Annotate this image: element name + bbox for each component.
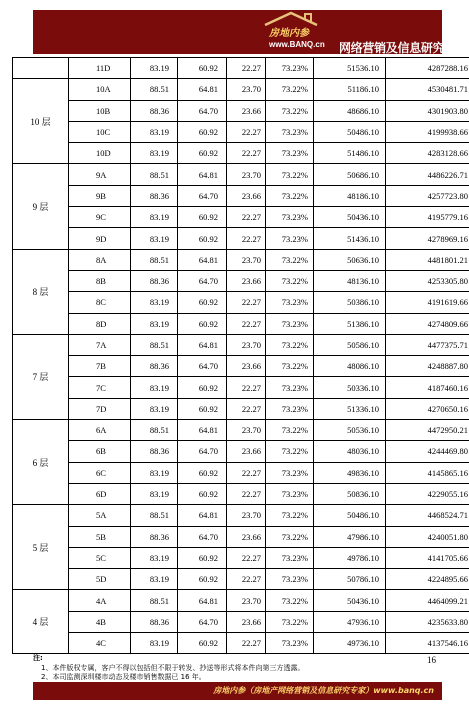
usable-area-cell: 60.92 <box>178 292 227 313</box>
total-price-cell: 4283128.66 <box>386 143 469 164</box>
usable-area-cell: 60.92 <box>178 462 227 483</box>
unit-price-cell: 51336.10 <box>314 398 386 419</box>
shared-area-cell: 23.66 <box>227 356 266 377</box>
shared-area-cell: 23.70 <box>227 249 266 270</box>
total-price-cell: 4141705.66 <box>386 547 469 568</box>
floor-cell: 5 层 <box>13 505 69 590</box>
ratio-cell: 73.22% <box>266 356 314 377</box>
area-cell: 88.36 <box>131 526 178 547</box>
total-price-cell: 4464099.21 <box>386 590 469 611</box>
table-row <box>13 334 469 355</box>
page-number: 16 <box>427 655 436 665</box>
unit-price-cell: 48136.10 <box>314 270 386 291</box>
unit-price-cell: 50486.10 <box>314 121 386 142</box>
shared-area-cell: 23.70 <box>227 164 266 185</box>
table-row <box>13 185 469 206</box>
table-row <box>13 270 469 291</box>
usable-area-cell: 60.92 <box>178 143 227 164</box>
floor-cell: 6 层 <box>13 420 69 505</box>
unit-price-cell: 49786.10 <box>314 547 386 568</box>
ratio-cell: 73.23% <box>266 483 314 504</box>
table-row <box>13 292 469 313</box>
area-cell: 88.36 <box>131 100 178 121</box>
area-cell: 88.51 <box>131 590 178 611</box>
unit-price-cell: 49736.10 <box>314 633 386 654</box>
total-price-cell: 4287288.16 <box>386 58 469 79</box>
usable-area-cell: 64.81 <box>178 249 227 270</box>
unit-price-table <box>12 57 469 654</box>
table-row <box>13 547 469 568</box>
room-cell: 8D <box>69 313 131 334</box>
area-cell: 83.19 <box>131 292 178 313</box>
total-price-cell: 4187460.16 <box>386 377 469 398</box>
shared-area-cell: 22.27 <box>227 569 266 590</box>
area-cell: 83.19 <box>131 462 178 483</box>
ratio-cell: 73.23% <box>266 377 314 398</box>
table-row <box>13 611 469 632</box>
ratio-cell: 73.23% <box>266 633 314 654</box>
ratio-cell: 73.22% <box>266 420 314 441</box>
room-cell: 5C <box>69 547 131 568</box>
unit-price-cell: 50586.10 <box>314 334 386 355</box>
table-row <box>13 228 469 249</box>
ratio-cell: 73.23% <box>266 207 314 228</box>
unit-price-cell: 51536.10 <box>314 58 386 79</box>
area-cell: 88.36 <box>131 611 178 632</box>
unit-price-cell: 50786.10 <box>314 569 386 590</box>
area-cell: 83.19 <box>131 121 178 142</box>
usable-area-cell: 64.81 <box>178 420 227 441</box>
floor-cell: 4 层 <box>13 590 69 654</box>
ratio-cell: 73.23% <box>266 398 314 419</box>
area-cell: 88.36 <box>131 185 178 206</box>
shared-area-cell: 22.27 <box>227 58 266 79</box>
floor-cell <box>13 58 69 79</box>
ratio-cell: 73.23% <box>266 569 314 590</box>
unit-price-cell: 47986.10 <box>314 526 386 547</box>
room-cell: 10C <box>69 121 131 142</box>
table-row <box>13 441 469 462</box>
total-price-cell: 4248887.80 <box>386 356 469 377</box>
header-title: 网络营销及信息研究专家 <box>339 41 468 55</box>
notes-label: 注: <box>33 654 43 662</box>
area-cell: 88.51 <box>131 334 178 355</box>
room-cell: 7D <box>69 398 131 419</box>
ratio-cell: 73.22% <box>266 100 314 121</box>
area-cell: 83.19 <box>131 207 178 228</box>
table-row <box>13 249 469 270</box>
usable-area-cell: 64.70 <box>178 611 227 632</box>
room-cell: 5B <box>69 526 131 547</box>
total-price-cell: 4191619.66 <box>386 292 469 313</box>
total-price-cell: 4195779.16 <box>386 207 469 228</box>
site-url: www.BANQ.cn <box>269 40 325 49</box>
area-cell: 83.19 <box>131 483 178 504</box>
room-cell: 10A <box>69 79 131 100</box>
shared-area-cell: 22.27 <box>227 228 266 249</box>
ratio-cell: 73.22% <box>266 505 314 526</box>
ratio-cell: 73.22% <box>266 611 314 632</box>
room-cell: 10B <box>69 100 131 121</box>
area-cell: 88.51 <box>131 249 178 270</box>
usable-area-cell: 64.81 <box>178 79 227 100</box>
usable-area-cell: 60.92 <box>178 121 227 142</box>
area-cell: 88.36 <box>131 270 178 291</box>
usable-area-cell: 64.70 <box>178 526 227 547</box>
area-cell: 83.19 <box>131 143 178 164</box>
total-price-cell: 4472950.21 <box>386 420 469 441</box>
total-price-cell: 4257723.80 <box>386 185 469 206</box>
table-row <box>13 121 469 142</box>
ratio-cell: 73.22% <box>266 526 314 547</box>
ratio-cell: 73.22% <box>266 185 314 206</box>
area-cell: 83.19 <box>131 228 178 249</box>
usable-area-cell: 64.81 <box>178 505 227 526</box>
shared-area-cell: 22.27 <box>227 398 266 419</box>
total-price-cell: 4270650.16 <box>386 398 469 419</box>
usable-area-cell: 60.92 <box>178 377 227 398</box>
shared-area-cell: 22.27 <box>227 547 266 568</box>
shared-area-cell: 23.66 <box>227 611 266 632</box>
table-row <box>13 526 469 547</box>
shared-area-cell: 22.27 <box>227 633 266 654</box>
note-copyright: 1、本件版权专属，客户不得以包括但不限于转发、抄送等形式将本件向第三方透露。 <box>41 663 305 672</box>
shared-area-cell: 22.27 <box>227 143 266 164</box>
total-price-cell: 4274809.66 <box>386 313 469 334</box>
usable-area-cell: 64.70 <box>178 100 227 121</box>
usable-area-cell: 64.70 <box>178 270 227 291</box>
unit-price-cell: 48036.10 <box>314 441 386 462</box>
total-price-cell: 4137546.16 <box>386 633 469 654</box>
table-row <box>13 569 469 590</box>
room-cell: 6A <box>69 420 131 441</box>
table-row <box>13 420 469 441</box>
usable-area-cell: 64.70 <box>178 185 227 206</box>
total-price-cell: 4253305.80 <box>386 270 469 291</box>
total-price-cell: 4235633.80 <box>386 611 469 632</box>
table-row <box>13 100 469 121</box>
ratio-cell: 73.23% <box>266 228 314 249</box>
room-cell: 6C <box>69 462 131 483</box>
shared-area-cell: 23.66 <box>227 100 266 121</box>
unit-price-cell: 50686.10 <box>314 164 386 185</box>
header-banner <box>33 10 468 55</box>
area-cell: 88.36 <box>131 441 178 462</box>
table-row <box>13 356 469 377</box>
total-price-cell: 4145865.16 <box>386 462 469 483</box>
shared-area-cell: 23.66 <box>227 185 266 206</box>
footer-text: 房地内参（房地产网络营销及信息研究专家）www.banq.cn <box>213 686 434 695</box>
table-row <box>13 313 469 334</box>
table-row <box>13 377 469 398</box>
ratio-cell: 73.23% <box>266 313 314 334</box>
unit-price-cell: 51186.10 <box>314 79 386 100</box>
room-cell: 9C <box>69 207 131 228</box>
total-price-cell: 4301903.80 <box>386 100 469 121</box>
brand-logo-text: 房地内参 <box>269 28 309 39</box>
total-price-cell: 4278969.16 <box>386 228 469 249</box>
total-price-cell: 4229055.16 <box>386 483 469 504</box>
area-cell: 88.51 <box>131 164 178 185</box>
area-cell: 83.19 <box>131 313 178 334</box>
table-row <box>13 462 469 483</box>
room-cell: 4B <box>69 611 131 632</box>
floor-cell: 8 层 <box>13 249 69 334</box>
unit-price-cell: 50486.10 <box>314 505 386 526</box>
area-cell: 83.19 <box>131 633 178 654</box>
floor-cell: 9 层 <box>13 164 69 249</box>
usable-area-cell: 60.92 <box>178 58 227 79</box>
shared-area-cell: 22.27 <box>227 377 266 398</box>
ratio-cell: 73.23% <box>266 292 314 313</box>
room-cell: 9A <box>69 164 131 185</box>
unit-price-cell: 50436.10 <box>314 207 386 228</box>
total-price-cell: 4477375.71 <box>386 334 469 355</box>
ratio-cell: 73.22% <box>266 590 314 611</box>
unit-price-cell: 48086.10 <box>314 356 386 377</box>
room-cell: 6B <box>69 441 131 462</box>
area-cell: 83.19 <box>131 398 178 419</box>
unit-price-cell: 51386.10 <box>314 313 386 334</box>
area-cell: 83.19 <box>131 377 178 398</box>
total-price-cell: 4240051.80 <box>386 526 469 547</box>
room-cell: 8A <box>69 249 131 270</box>
room-cell: 4C <box>69 633 131 654</box>
room-cell: 9D <box>69 228 131 249</box>
usable-area-cell: 60.92 <box>178 398 227 419</box>
unit-price-cell: 50386.10 <box>314 292 386 313</box>
usable-area-cell: 64.70 <box>178 356 227 377</box>
usable-area-cell: 60.92 <box>178 207 227 228</box>
unit-price-cell: 50536.10 <box>314 420 386 441</box>
note-monitoring: 2、本司监测深圳楼市动态及楼市销售数据已 16 年。 <box>41 673 206 681</box>
table-row <box>13 590 469 611</box>
shared-area-cell: 23.66 <box>227 526 266 547</box>
usable-area-cell: 60.92 <box>178 228 227 249</box>
table-row <box>13 143 469 164</box>
room-cell: 7B <box>69 356 131 377</box>
shared-area-cell: 23.70 <box>227 590 266 611</box>
usable-area-cell: 64.81 <box>178 590 227 611</box>
room-cell: 7A <box>69 334 131 355</box>
unit-price-cell: 50636.10 <box>314 249 386 270</box>
table-row <box>13 483 469 504</box>
usable-area-cell: 64.81 <box>178 334 227 355</box>
shared-area-cell: 22.27 <box>227 313 266 334</box>
ratio-cell: 73.22% <box>266 441 314 462</box>
room-cell: 10D <box>69 143 131 164</box>
shared-area-cell: 23.70 <box>227 420 266 441</box>
area-cell: 88.51 <box>131 505 178 526</box>
ratio-cell: 73.22% <box>266 270 314 291</box>
usable-area-cell: 64.81 <box>178 164 227 185</box>
usable-area-cell: 60.92 <box>178 313 227 334</box>
shared-area-cell: 22.27 <box>227 121 266 142</box>
shared-area-cell: 23.66 <box>227 270 266 291</box>
shared-area-cell: 23.70 <box>227 505 266 526</box>
area-cell: 88.51 <box>131 79 178 100</box>
area-cell: 83.19 <box>131 547 178 568</box>
total-price-cell: 4244469.80 <box>386 441 469 462</box>
table-row <box>13 398 469 419</box>
unit-price-cell: 48686.10 <box>314 100 386 121</box>
unit-price-cell: 51486.10 <box>314 143 386 164</box>
ratio-cell: 73.22% <box>266 79 314 100</box>
area-cell: 88.36 <box>131 356 178 377</box>
usable-area-cell: 60.92 <box>178 547 227 568</box>
unit-price-cell: 50836.10 <box>314 483 386 504</box>
room-cell: 11D <box>69 58 131 79</box>
table-row <box>13 633 469 654</box>
table-row <box>13 505 469 526</box>
shared-area-cell: 23.70 <box>227 334 266 355</box>
total-price-cell: 4468524.71 <box>386 505 469 526</box>
unit-price-cell: 49836.10 <box>314 462 386 483</box>
room-cell: 8B <box>69 270 131 291</box>
total-price-cell: 4486226.71 <box>386 164 469 185</box>
floor-cell: 10 层 <box>13 79 69 164</box>
total-price-cell: 4224895.66 <box>386 569 469 590</box>
room-cell: 4A <box>69 590 131 611</box>
ratio-cell: 73.22% <box>266 164 314 185</box>
shared-area-cell: 22.27 <box>227 462 266 483</box>
floor-cell: 7 层 <box>13 334 69 419</box>
shared-area-cell: 22.27 <box>227 483 266 504</box>
unit-price-cell: 50436.10 <box>314 590 386 611</box>
room-cell: 6D <box>69 483 131 504</box>
ratio-cell: 73.22% <box>266 249 314 270</box>
ratio-cell: 73.23% <box>266 58 314 79</box>
table-row <box>13 58 469 79</box>
room-cell: 7C <box>69 377 131 398</box>
area-cell: 83.19 <box>131 569 178 590</box>
total-price-cell: 4530481.71 <box>386 79 469 100</box>
footer-banner <box>33 682 442 700</box>
table-row <box>13 164 469 185</box>
room-cell: 5D <box>69 569 131 590</box>
ratio-cell: 73.23% <box>266 462 314 483</box>
ratio-cell: 73.23% <box>266 121 314 142</box>
ratio-cell: 73.22% <box>266 334 314 355</box>
shared-area-cell: 22.27 <box>227 292 266 313</box>
table-row <box>13 207 469 228</box>
room-cell: 9B <box>69 185 131 206</box>
shared-area-cell: 22.27 <box>227 207 266 228</box>
total-price-cell: 4199938.66 <box>386 121 469 142</box>
room-cell: 8C <box>69 292 131 313</box>
unit-price-cell: 51436.10 <box>314 228 386 249</box>
room-cell: 5A <box>69 505 131 526</box>
unit-price-cell: 48186.10 <box>314 185 386 206</box>
total-price-cell: 4481801.21 <box>386 249 469 270</box>
area-cell: 88.51 <box>131 420 178 441</box>
ratio-cell: 73.23% <box>266 143 314 164</box>
shared-area-cell: 23.66 <box>227 441 266 462</box>
area-cell: 83.19 <box>131 58 178 79</box>
shared-area-cell: 23.70 <box>227 79 266 100</box>
table-row <box>13 79 469 100</box>
usable-area-cell: 60.92 <box>178 483 227 504</box>
usable-area-cell: 60.92 <box>178 569 227 590</box>
usable-area-cell: 60.92 <box>178 633 227 654</box>
footnotes <box>33 654 442 683</box>
usable-area-cell: 64.70 <box>178 441 227 462</box>
unit-price-cell: 50336.10 <box>314 377 386 398</box>
ratio-cell: 73.23% <box>266 547 314 568</box>
unit-price-cell: 47936.10 <box>314 611 386 632</box>
